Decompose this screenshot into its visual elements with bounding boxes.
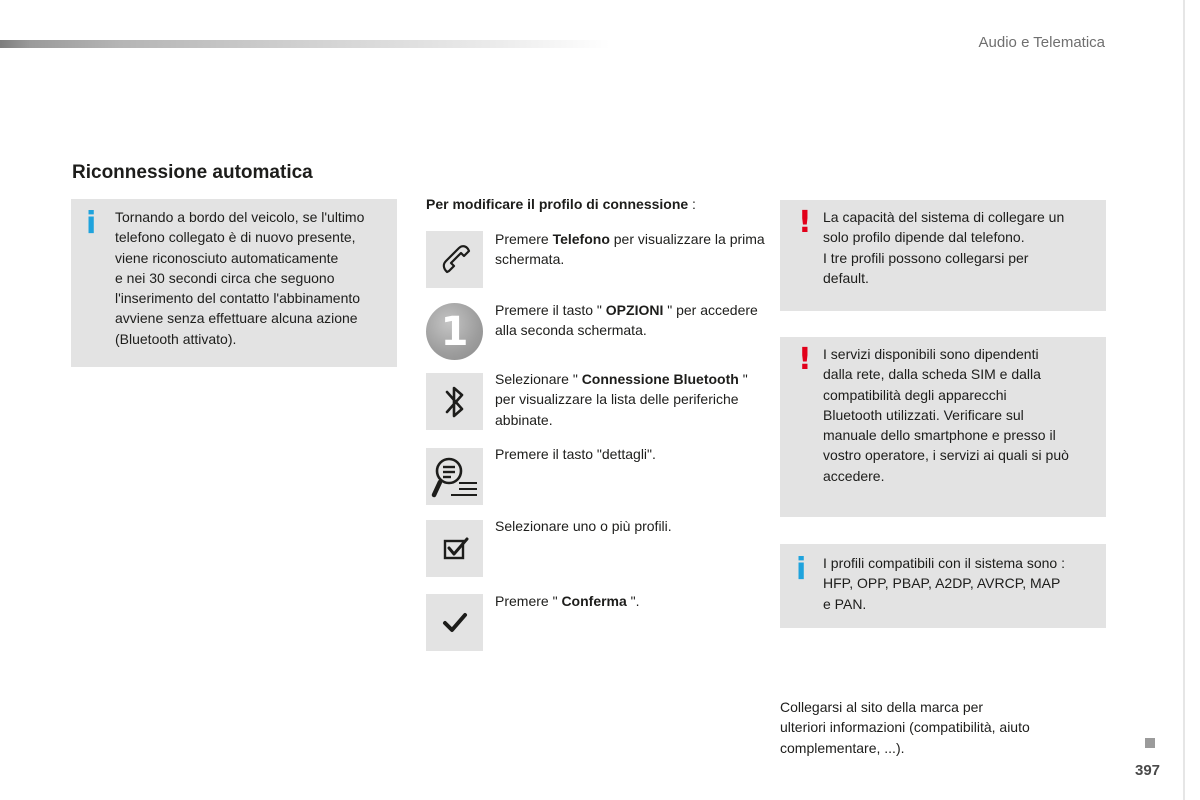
info-note-text: [115, 207, 395, 349]
step-bold: Connessione Bluetooth: [581, 371, 739, 387]
step-post: " per visualizzare la lista delle periferiche abbinate.: [495, 371, 748, 428]
step-pre: Premere ": [495, 593, 562, 609]
procedure-heading-bold: Per modificare il profilo di connessione: [426, 196, 689, 212]
step-pre: Premere il tasto ": [495, 302, 606, 318]
footnote: [780, 697, 1100, 758]
text-line: accedere.: [823, 467, 885, 484]
text-line: l'inserimento del contatto l'abbinamento: [115, 290, 361, 307]
text-line: I tre profili possono collegarsi per: [823, 249, 1029, 266]
text-line: solo profilo dipende dal telefono.: [823, 229, 1025, 246]
warning-note-services: [780, 337, 1106, 517]
text-line: Bluetooth utilizzati. Verificare sul: [823, 406, 1024, 423]
text-line: I servizi disponibili sono dipendenti: [823, 346, 1039, 362]
page-title: Riconnessione automatica: [72, 162, 313, 183]
text-line: viene riconosciuto automaticamente: [115, 249, 339, 266]
step-text-options: [495, 300, 765, 341]
info-note-compatible-profiles: [780, 544, 1106, 628]
step-bold: Telefono: [552, 231, 610, 247]
step-post: ".: [626, 593, 640, 609]
text-line: Collegarsi al sito della marca per: [780, 699, 984, 715]
step-text-details: [495, 444, 765, 464]
phone-handset-icon: [426, 231, 483, 288]
step-pre: Selezionare uno o più profili.: [495, 518, 672, 534]
step-bold: OPZIONI: [605, 302, 664, 318]
info-icon: i: [86, 206, 97, 241]
page-marker: [1145, 738, 1155, 748]
step-pre: Premere il tasto "dettagli".: [495, 446, 656, 462]
warning-note-text: [823, 207, 1103, 288]
text-line: HFP, OPP, PBAP, A2DP, AVRCP, MAP: [823, 575, 1061, 592]
text-line: I profili compatibili con il sistema sono :: [823, 555, 1065, 571]
step-bold: Conferma: [561, 593, 627, 609]
step-post: " per accedere alla seconda schermata.: [495, 302, 758, 339]
procedure-heading: [426, 196, 696, 212]
text-line: default.: [823, 269, 869, 286]
text-line: vostro operatore, i servizi ai quali si può: [823, 447, 1069, 464]
step-text-select-profiles: [495, 516, 765, 536]
right-edge-rule: [1183, 0, 1185, 800]
text-line: dalla rete, dalla scheda SIM e dalla: [823, 366, 1041, 383]
step-number-badge: 1: [426, 303, 483, 360]
text-line: compatibilità degli apparecchi: [823, 386, 1007, 403]
step-text-bluetooth: [495, 369, 750, 430]
header-gradient-bar: [0, 40, 610, 48]
page-number: 397: [1135, 762, 1161, 779]
text-line: e PAN.: [823, 595, 867, 612]
warning-note-text: [823, 344, 1105, 486]
text-line: La capacità del sistema di collegare un: [823, 209, 1065, 225]
text-line: ulteriori informazioni (compatibilità, aiuto: [780, 719, 1030, 736]
step-pre: Premere: [495, 231, 553, 247]
step-text-confirm: [495, 591, 765, 611]
text-line: (Bluetooth attivato).: [115, 330, 237, 347]
text-line: manuale dello smartphone e presso il: [823, 427, 1056, 444]
step-text-phone: [495, 229, 765, 270]
text-line: complementare, ...).: [780, 739, 905, 756]
checkbox-checked-icon: [426, 520, 483, 577]
step-post: per visualizzare la prima schermata.: [495, 231, 765, 268]
text-line: avviene senza effettuare alcuna azione: [115, 310, 358, 327]
text-line: e nei 30 secondi circa che seguono: [115, 269, 335, 286]
step-pre: Selezionare ": [495, 371, 582, 387]
text-line: Tornando a bordo del veicolo, se l'ultimo: [115, 209, 365, 225]
warning-icon: !: [798, 342, 812, 377]
warning-icon: !: [798, 205, 812, 240]
bluetooth-icon: [426, 373, 483, 430]
details-magnifier-icon: [426, 448, 483, 505]
procedure-heading-suffix: :: [688, 196, 696, 212]
info-note-reconnection: [71, 199, 397, 367]
section-label: Audio e Telematica: [978, 34, 1105, 51]
info-note-text: [823, 553, 1105, 614]
info-icon: i: [796, 552, 807, 587]
text-line: telefono collegato è di nuovo presente,: [115, 229, 356, 246]
warning-note-profile-capacity: [780, 200, 1106, 311]
checkmark-icon: [426, 594, 483, 651]
